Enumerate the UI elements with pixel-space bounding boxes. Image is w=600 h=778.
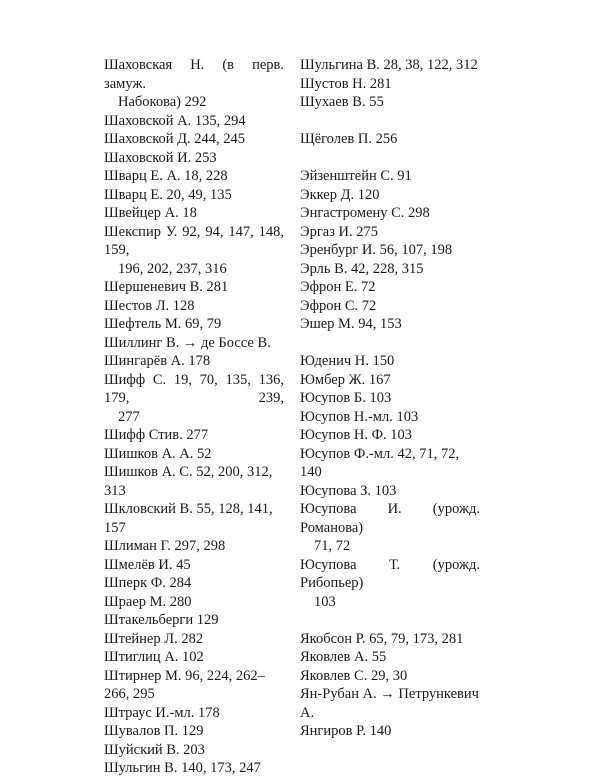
index-entry-text: Шкловский В. 55, 128, 141, 157 [104, 501, 273, 536]
index-entry [300, 389, 480, 408]
index-entry-text: Шестов Л. 128 [104, 297, 195, 314]
index-entry-text: Штирнер М. 96, 224, 262–266, 295 [104, 667, 265, 702]
index-entry-text: Шуйский В. 203 [104, 741, 205, 758]
index-entry [300, 223, 480, 242]
index-entry [104, 204, 284, 223]
index-entry-text: Юсупова И. (урожд. Романова) [300, 501, 480, 536]
index-entry [300, 648, 480, 667]
index-entry-text: Якобсон Р. 65, 79, 173, 281 [300, 630, 464, 647]
index-entry-text: Шварц Е. 20, 49, 135 [104, 186, 232, 203]
index-entry-text: Эшер М. 94, 153 [300, 316, 402, 332]
index-entry-text: Эфрон С. 72 [300, 297, 377, 314]
index-column-right [300, 56, 480, 741]
section-gap [300, 334, 480, 353]
index-entry [104, 112, 284, 131]
index-entry [300, 556, 480, 612]
index-entry [104, 371, 284, 427]
index-entry-text: Штакельберги 129 [104, 612, 219, 628]
index-entry-text: Шлиман Г. 297, 298 [104, 538, 226, 554]
index-entry [104, 574, 284, 593]
index-entry-text: Шингарёв А. 178 [104, 353, 211, 369]
index-entry-text: Шустов Н. 281 [300, 75, 392, 92]
index-entry-text: Шувалов П. 129 [104, 723, 204, 739]
index-entry [300, 667, 480, 686]
index-entry [104, 463, 284, 500]
index-entry [300, 426, 480, 445]
section-gap [300, 611, 480, 630]
index-entry-text: Ян-Рубан А. → Петрункевич А. [300, 686, 479, 721]
index-entry [104, 149, 284, 168]
index-entry [104, 426, 284, 445]
index-entry-text: Шперк Ф. 284 [104, 575, 192, 591]
index-entry-text: Шифф С. 19, 70, 135, 136, 179, 239, [104, 371, 284, 406]
index-entry-text: Шварц Е. А. 18, 228 [104, 168, 228, 184]
index-entry-continuation: 71, 72 [314, 538, 351, 554]
index-entry-text: Юсупов Ф.-мл. 42, 71, 72, 140 [300, 445, 460, 480]
index-entry [104, 186, 284, 205]
index-entry [300, 204, 480, 223]
index-entry [300, 241, 480, 260]
index-entry [104, 611, 284, 630]
index-entry-text: Шраер М. 280 [104, 593, 192, 610]
section-gap [300, 112, 480, 131]
index-entry [104, 500, 284, 537]
index-entry-continuation: Набокова) 292 [118, 94, 207, 110]
index-entry-text: Шершеневич В. 281 [104, 279, 229, 295]
index-entry-text: Юсупов Н.-мл. 103 [300, 408, 419, 425]
index-entry-text: Шаховской А. 135, 294 [104, 112, 246, 129]
index-entry [300, 297, 480, 316]
index-entry [300, 315, 480, 334]
index-entry-text: Шишков А. А. 52 [104, 445, 212, 462]
index-entry-text: Яковлев С. 29, 30 [300, 667, 408, 684]
index-entry [300, 186, 480, 205]
index-entry [104, 223, 284, 279]
index-entry-continuation: 196, 202, 237, 316 [118, 260, 227, 277]
index-entry-text: Штраус И.-мл. 178 [104, 704, 220, 721]
index-entry [104, 704, 284, 723]
index-entry-text: Яковлев А. 55 [300, 649, 387, 665]
index-entry-text: Шифф Стив. 277 [104, 427, 209, 443]
index-entry-continuation: 277 [118, 408, 140, 425]
index-entry [104, 556, 284, 575]
index-entry-text: Штейнер Л. 282 [104, 630, 204, 647]
index-entry [300, 445, 480, 482]
index-entry-text: Юсупов Б. 103 [300, 390, 392, 406]
index-entry [104, 130, 284, 149]
index-entry-text: Шульгина В. 28, 38, 122, 312 [300, 57, 478, 73]
index-entry-text: Швейцер А. 18 [104, 205, 197, 221]
index-entry-text: Шаховской Д. 244, 245 [104, 131, 246, 147]
index-entry [300, 260, 480, 279]
index-entry [300, 75, 480, 94]
index-entry-text: Шульгин В. 140, 173, 247 [104, 760, 261, 776]
index-entry-text: Шаховская Н. (в перв. замуж. [104, 57, 284, 92]
index-entry-text: Эрль В. 42, 228, 315 [300, 260, 424, 277]
index-entry [104, 297, 284, 316]
index-entry [104, 334, 284, 353]
index-entry-text: Шиллинг В. → де Боссе В. [104, 334, 271, 351]
index-entry-text: Шаховской И. 253 [104, 149, 217, 166]
index-entry [104, 667, 284, 704]
index-entry [300, 482, 480, 501]
index-entry [300, 56, 480, 75]
index-entry-text: Юсупова Т. (урожд. Рибопьер) [300, 556, 480, 591]
index-entry [300, 93, 480, 112]
index-entry-text: Шмелёв И. 45 [104, 556, 191, 573]
index-entry [300, 500, 480, 556]
index-entry-text: Юсупова З. 103 [300, 482, 397, 499]
index-entry-text: Эйзенштейн С. 91 [300, 168, 412, 184]
index-entry-continuation: 103 [314, 593, 336, 610]
index-entry [300, 352, 480, 371]
index-entry [104, 759, 284, 778]
index-entry-text: Шефтель М. 69, 79 [104, 316, 222, 332]
index-entry-text: Эренбург И. 56, 107, 198 [300, 242, 453, 258]
index-entry [104, 352, 284, 371]
index-entry-text: Эккер Д. 120 [300, 186, 380, 203]
index-entry-text: Юсупов Н. Ф. 103 [300, 427, 413, 443]
index-entry [104, 167, 284, 186]
index-entry-text: Янгиров Р. 140 [300, 723, 392, 739]
index-entry [104, 445, 284, 464]
index-entry-text: Щёголев П. 256 [300, 131, 398, 147]
index-entry [104, 315, 284, 334]
index-entry-text: Шухаев В. 55 [300, 94, 384, 110]
index-entry [300, 371, 480, 390]
index-entry [104, 537, 284, 556]
index-entry [300, 278, 480, 297]
index-column-left [104, 56, 284, 778]
index-entry [300, 630, 480, 649]
index-entry-text: Эргаз И. 275 [300, 223, 379, 240]
index-entry [104, 722, 284, 741]
index-entry [300, 167, 480, 186]
index-entry-text: Шекспир У. 92, 94, 147, 148, 159, [104, 223, 284, 258]
index-entry [104, 56, 284, 112]
index-entry-text: Юденич Н. 150 [300, 353, 395, 369]
index-entry [104, 593, 284, 612]
index-entry-text: Юмбер Ж. 167 [300, 371, 391, 388]
index-entry-text: Шишков А. С. 52, 200, 312, 313 [104, 464, 273, 499]
index-entry [300, 685, 480, 722]
index-entry [300, 130, 480, 149]
index-entry [300, 408, 480, 427]
index-entry [300, 722, 480, 741]
index-entry-text: Штиглиц А. 102 [104, 649, 204, 665]
index-entry [104, 278, 284, 297]
index-entry [104, 648, 284, 667]
section-gap [300, 149, 480, 168]
index-entry [104, 630, 284, 649]
index-entry-text: Энгастромену С. 298 [300, 205, 430, 221]
index-entry-text: Эфрон Е. 72 [300, 279, 376, 295]
